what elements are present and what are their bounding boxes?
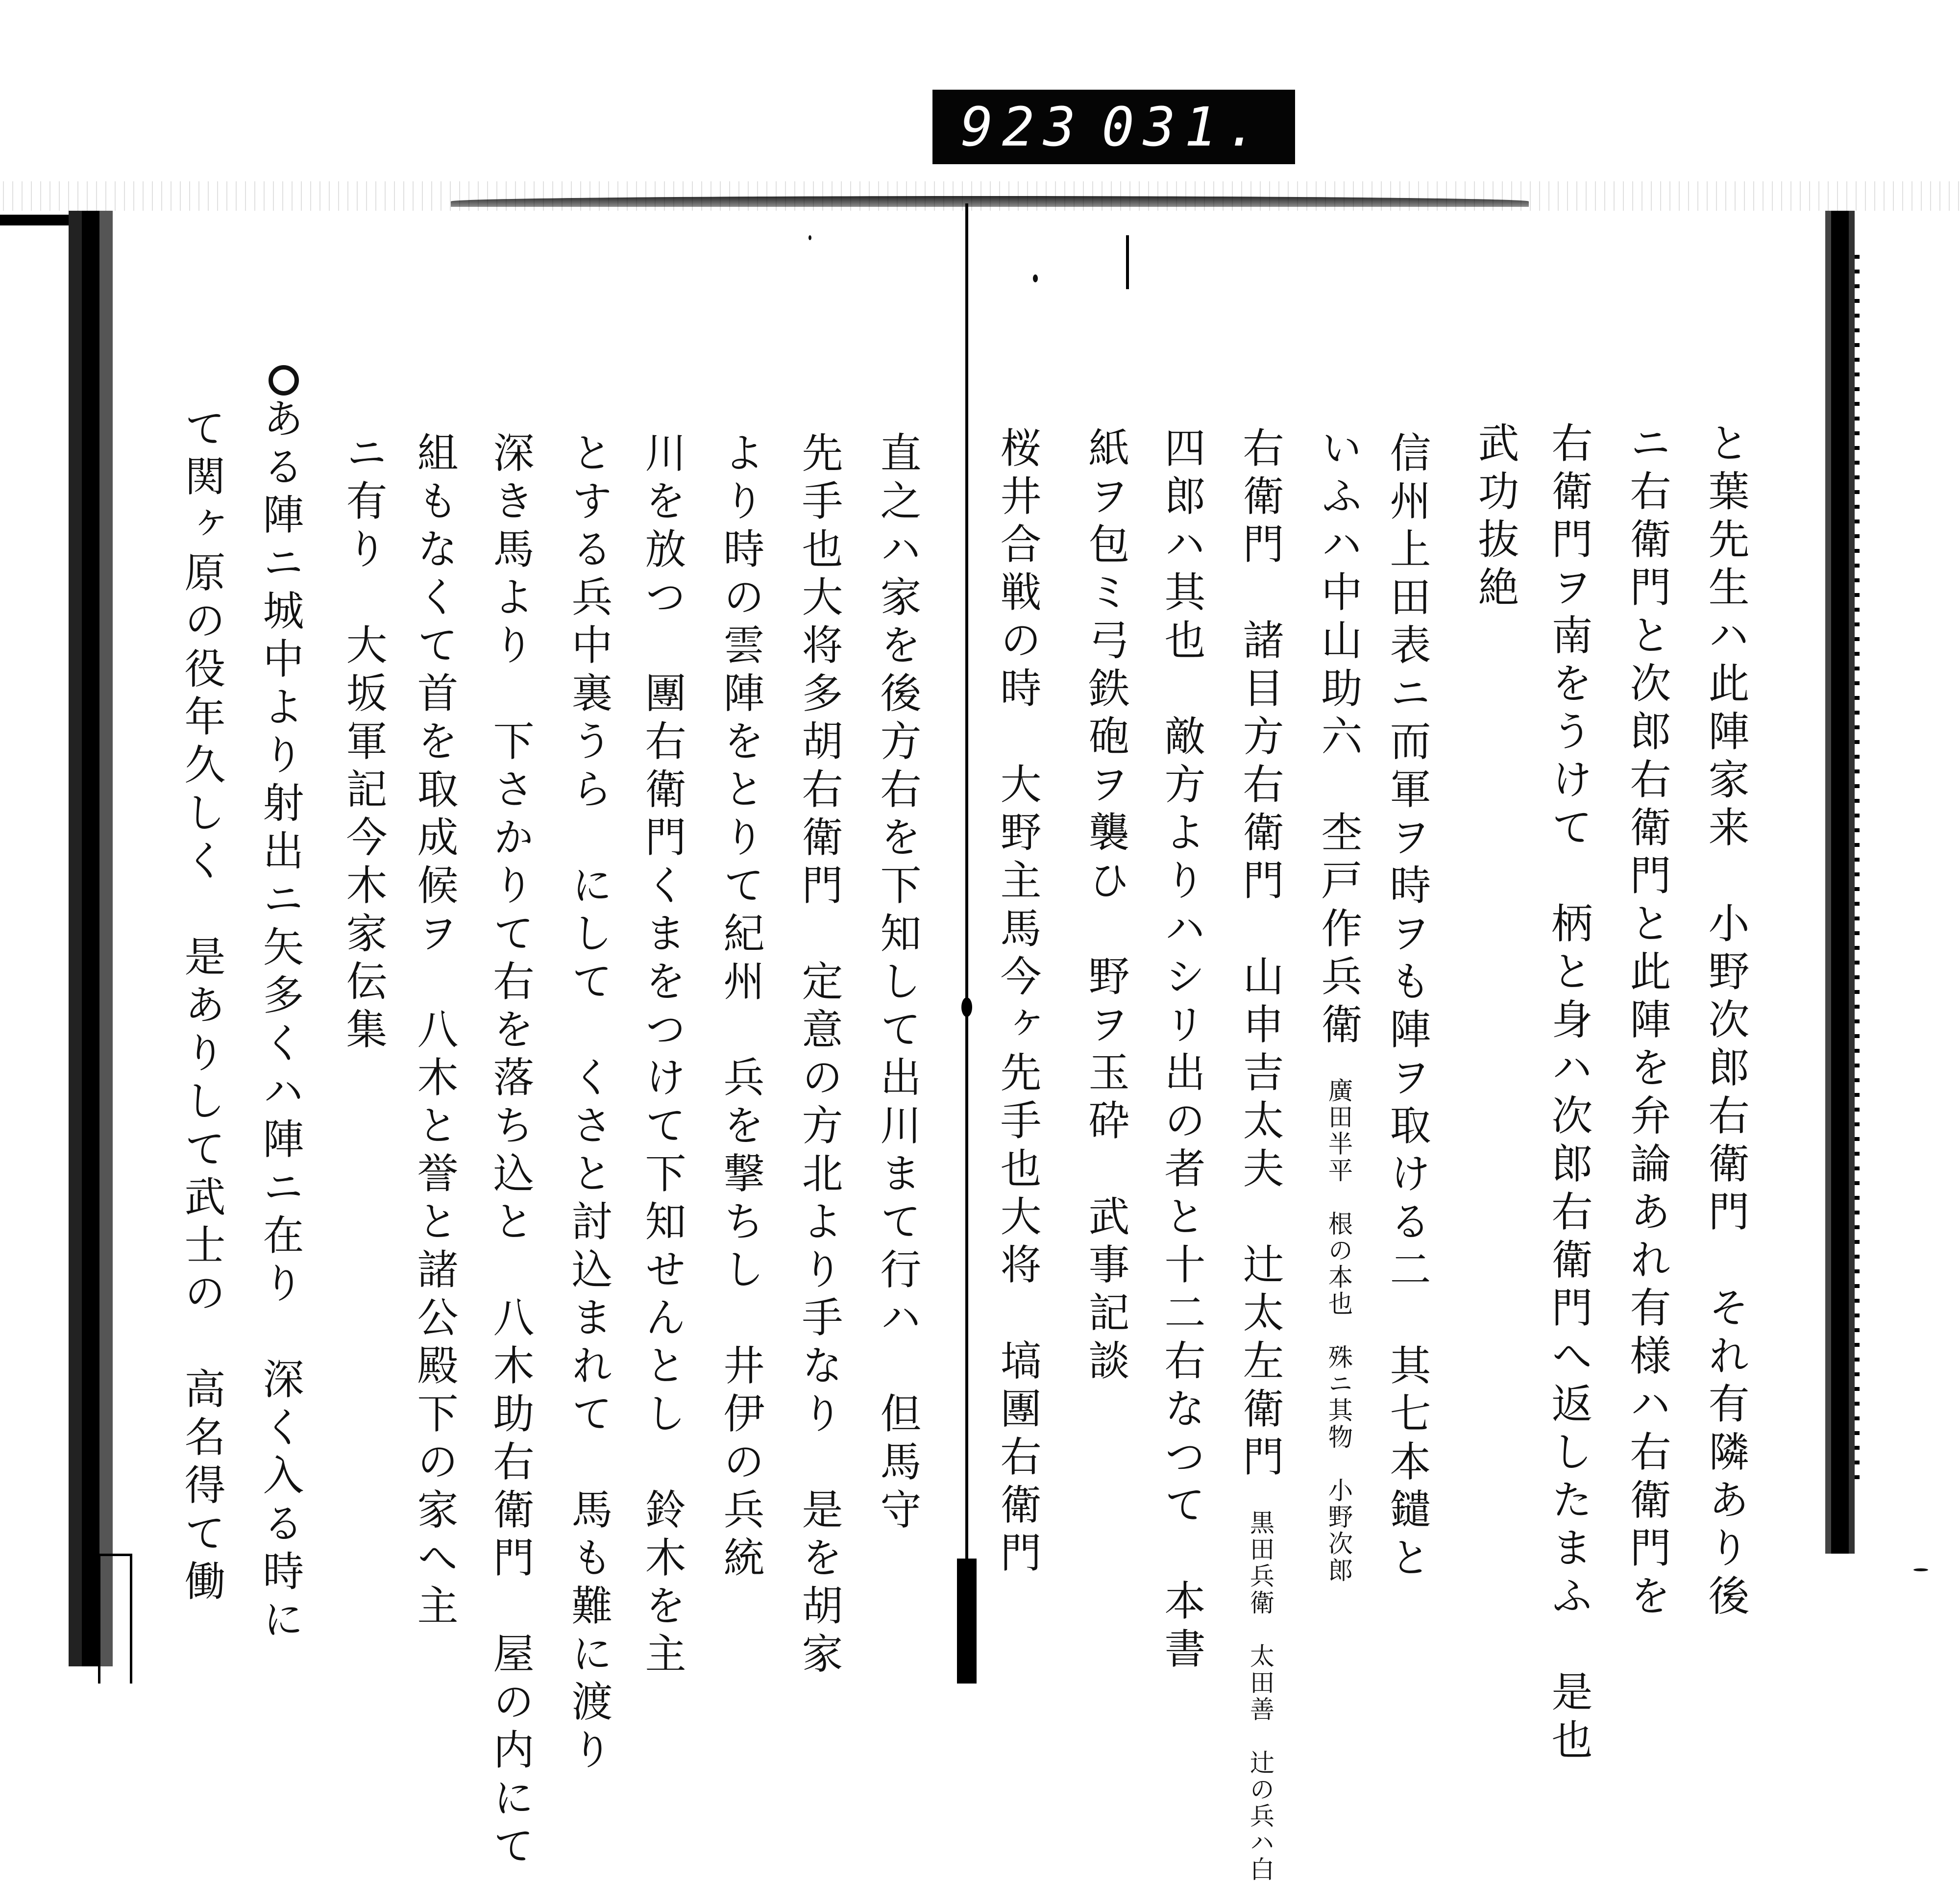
left-board-corner — [98, 1554, 132, 1684]
label-right-number: 031. — [1102, 96, 1267, 158]
right-column-9: 紙ヲ包ミ弓鉄砲ヲ襲ひ 野ヲ玉砕 武事記談 — [1082, 426, 1130, 1387]
left-column-5: とする兵中裏うら にして くさと討込まれて 馬も難に渡り — [565, 431, 613, 1776]
scan-label — [932, 90, 1295, 164]
margin-tick — [1126, 235, 1129, 289]
right-column-7: 右衛門 諸目方右衛門 山申吉太夫 辻太左衛門 黒田兵衛 太田善 辻の兵ハ白 — [1236, 426, 1284, 1883]
right-column-3: 右衛門ヲ南をうけて 柄と身ハ次郎右衛門へ返したまふ 是也 — [1545, 421, 1593, 1766]
right-edge-texture — [1855, 255, 1860, 1490]
ink-speck — [1913, 1568, 1928, 1571]
book-spine — [965, 203, 968, 1684]
top-fold-shadow — [451, 196, 1529, 207]
spine-thread-mark — [961, 997, 972, 1017]
section-circle-mark — [269, 365, 299, 396]
right-column-8: 四郎ハ其也 敵方よりハシリ出の者と十二右なつて 本書 — [1158, 426, 1206, 1675]
right-column-6: いふハ中山助六 杢戸作兵衛 廣田半平 根の本也 殊ニ其物 小野次郎 — [1315, 426, 1363, 1584]
ink-speck — [1033, 274, 1038, 282]
left-column-10: て関ヶ原の役年久しく 是ありして武士の 高名得て働 — [178, 407, 226, 1608]
left-page-edge — [69, 211, 113, 1666]
right-column-10: 桜井合戦の時 大野主馬今ヶ先手也大将 塙團右衛門 — [994, 426, 1042, 1579]
left-column-8: ニ有り 大坂軍記今木家伝集 — [340, 431, 388, 1056]
left-column-3: より時の雲陣をとりて紀州 兵を撃ちし 井伊の兵統 — [717, 431, 765, 1584]
right-column-5: 信州上田表ニ而軍ヲ時ヲも陣ヲ取ける二 其七本鑓と — [1383, 431, 1431, 1584]
right-column-2: ニ右衛門と次郎右衛門と此陣を弁論あれ有様ハ右衛門を — [1623, 421, 1671, 1622]
spine-foot — [957, 1559, 977, 1684]
left-board-tab — [0, 215, 74, 225]
label-left-number: 923 — [960, 96, 1085, 158]
left-column-4: 川を放つ 團右衛門くまをつけて下知せんとし 鈴木を主 — [638, 431, 686, 1680]
ink-speck — [808, 235, 811, 240]
left-column-7: 組もなくて首を取成候ヲ 八木と誉と諸公殿下の家へ主 — [411, 431, 459, 1632]
right-column-4: 武功抜絶 — [1471, 421, 1519, 614]
left-column-1: 直之ハ家を後方右を下知して出川まて行ハ 但馬守 — [874, 431, 922, 1536]
right-page-edge — [1825, 211, 1855, 1554]
left-column-2: 先手也大将多胡右衛門 定意の方北より手なり 是を胡家 — [795, 431, 843, 1680]
left-column-6: 深き馬より 下さかりて右を落ち込と 八木助右衛門 屋の内にて — [487, 431, 535, 1872]
right-column-1: と葉先生ハ此陣家来 小野次郎右衛門 それ有隣あり後 — [1702, 421, 1750, 1622]
left-column-9: ある陣ニ城中より射出ニ矢多くハ陣ニ在り 深く入る時に — [256, 397, 304, 1646]
